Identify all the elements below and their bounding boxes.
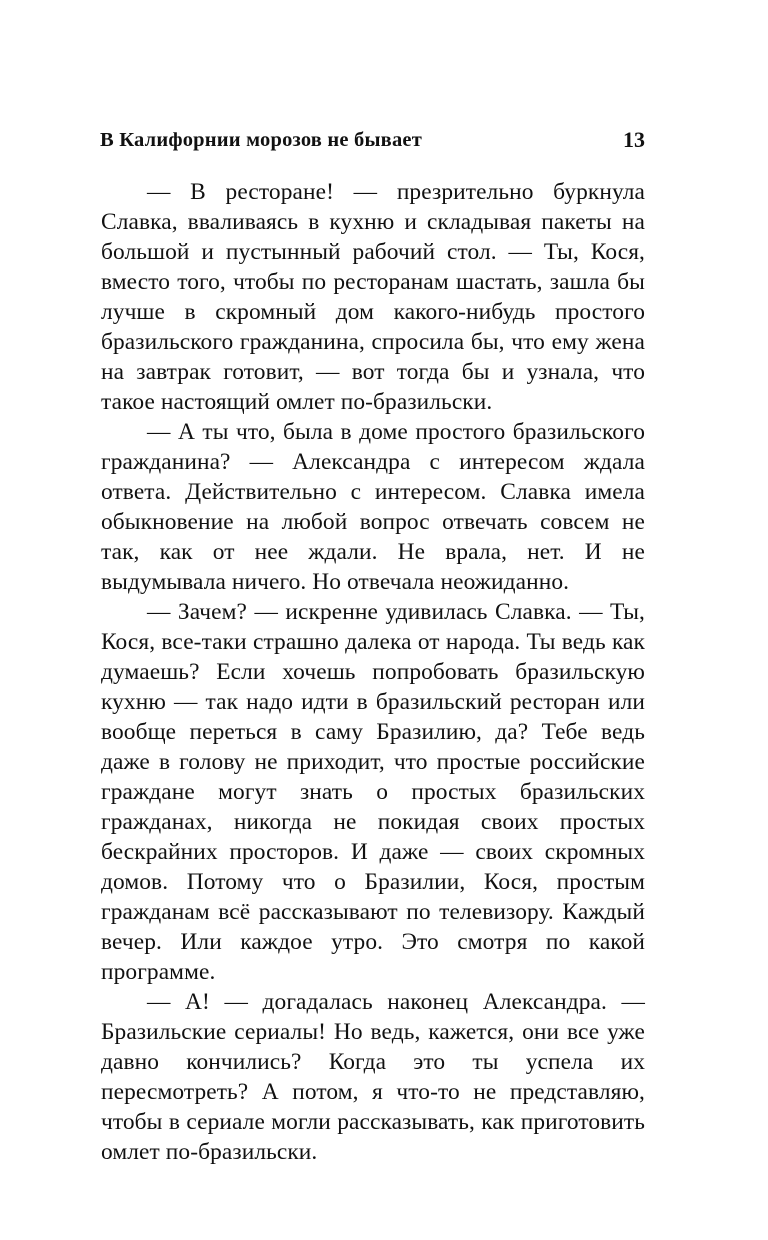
running-title: В Калифорнии морозов не бывает: [100, 128, 422, 151]
paragraph: — А! — догадалась наконец Александра. — Бразильские сериалы! Но ведь, кажется, они все уже давно кончились? Когда это ты успела их пересмотреть? А потом, я что-то не представляю, чтобы в сериале могли рассказывать, как приготовить омлет по-бразильски.: [101, 989, 645, 1165]
paragraph: — В ресторане! — презрительно буркнула Славка, вваливаясь в кухню и складывая пакеты на большой и пустынный рабочий стол. — Ты, Кося, вместо того, чтобы по ресторанам шастать, зашла бы лучше в скромный дом какого-нибудь простого бразильского гражданина, спросила бы, что ему жена на завтрак готовит, — вот тогда бы и узнала, что такое настоящий омлет по-бразильски.: [101, 179, 645, 415]
page-number: 13: [623, 127, 645, 152]
body-text: [101, 177, 645, 1167]
paragraph: — А ты что, была в доме простого бразильского гражданина? — Александра с интересом ждала ответа. Действительно с интересом. Славка имела обыкновение на любой вопрос отвечать совсем не так, как от нее ждали. Не врала, нет. И не выдумывала ничего. Но отвечала неожиданно.: [101, 419, 645, 595]
running-header: [100, 124, 645, 156]
paragraph: — Зачем? — искренне удивилась Славка. — Ты, Кося, все-таки страшно далека от народа. Ты ведь как думаешь? Если хочешь попробовать бразильскую кухню — так надо идти в бразильский ресторан или вообще переться в саму Бразилию, да? Тебе ведь даже в голову не приходит, что простые российские граждане могут знать о простых бразильских гражданах, никогда не покидая своих простых бескрайних просторов. И даже — своих скромных домов. Потому что о Бразилии, Кося, простым гражданам всё рассказывают по телевизору. Каждый вечер. Или каждое утро. Это смотря по какой программе.: [101, 599, 645, 985]
